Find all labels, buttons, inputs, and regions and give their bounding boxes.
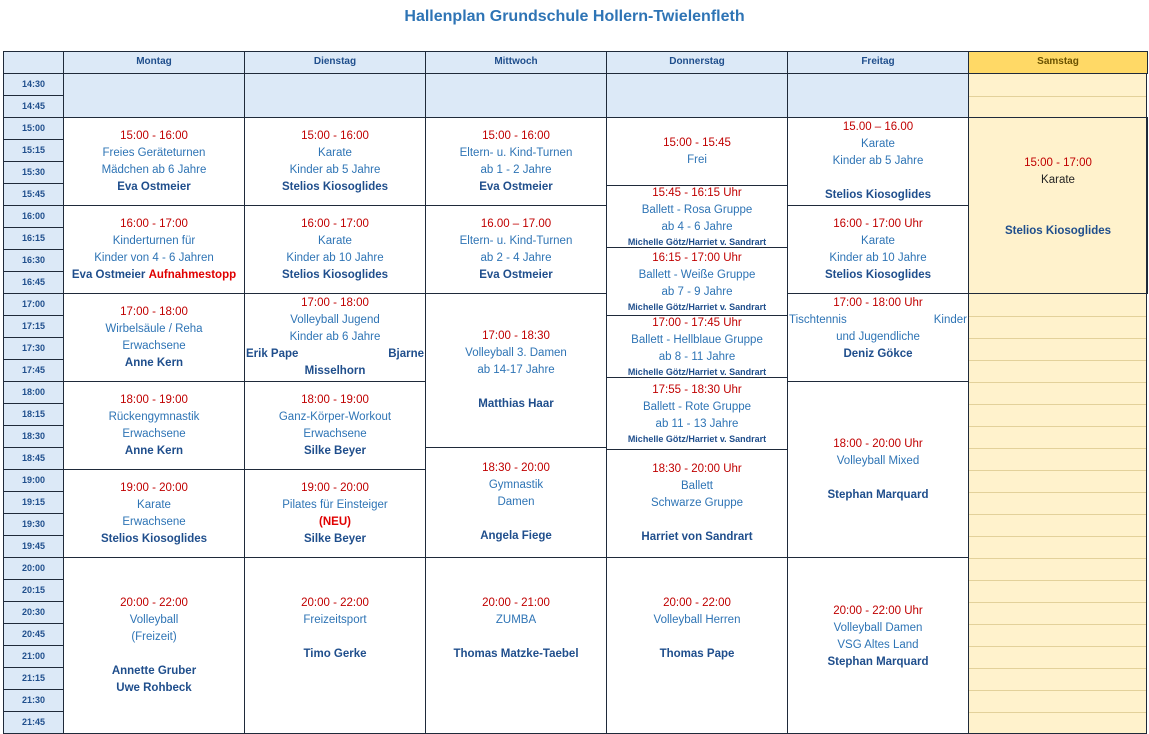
- activity-group: Kinder ab 10 Jahre: [829, 251, 927, 264]
- row-line: [969, 646, 1146, 647]
- corner-cell: [3, 51, 64, 74]
- day-header-dienstag: Dienstag: [244, 51, 426, 74]
- activity-title: Ganz-Körper-Workout: [278, 410, 392, 423]
- time-slot: 21:45: [3, 711, 64, 734]
- row-line: [969, 426, 1146, 427]
- trainer-name: Stephan Marquard: [827, 656, 929, 668]
- time-slot: 15:30: [3, 161, 64, 184]
- activity-title: Volleyball Mixed: [836, 454, 920, 467]
- day-header-mittwoch: Mittwoch: [425, 51, 607, 74]
- time-slot: 16:30: [3, 249, 64, 272]
- activity-title: Karate: [318, 146, 352, 159]
- activity-time: 17:00 - 18:00: [301, 297, 369, 309]
- trainer-name: Stelios Kiosoglides: [824, 189, 932, 201]
- trainer-name: Anne Kern: [124, 444, 184, 457]
- row-line: [969, 712, 1146, 713]
- activity-time: 15:00 - 17:00: [1024, 156, 1092, 169]
- trainer-name: Michelle Götz/Harriet v. Sandrart: [627, 433, 767, 444]
- activity-title: Freizeitsport: [303, 613, 367, 626]
- activity-group: und Jugendliche: [836, 331, 920, 343]
- activity-block: [63, 293, 245, 382]
- activity-time: 18:30 - 20:00 Uhr: [652, 463, 742, 475]
- activity-time: 17:00 - 18:30: [482, 330, 550, 342]
- time-slot: 16:45: [3, 271, 64, 294]
- activity-block: [425, 117, 607, 206]
- activity-block: [244, 557, 426, 734]
- day-header-montag: Montag: [63, 51, 245, 74]
- activity-block: [787, 557, 969, 734]
- activity-title: Eltern- u. Kind-Turnen: [459, 234, 573, 247]
- activity-time: 18:00 - 20:00 Uhr: [833, 437, 923, 450]
- activity-time: 16:00 - 17:00: [301, 217, 369, 230]
- activity-block: [244, 293, 426, 382]
- new-badge: (NEU): [319, 515, 351, 528]
- activity-title: Volleyball Damen: [833, 622, 923, 634]
- activity-time: 16.00 – 17.00: [480, 217, 552, 230]
- time-slot: 20:30: [3, 601, 64, 624]
- time-slot: 19:15: [3, 491, 64, 514]
- row-line: [969, 360, 1146, 361]
- activity-block: [244, 469, 426, 558]
- activity-group: Kinder ab 5 Jahre: [289, 163, 381, 176]
- activity-time: 15:00 - 16:00: [120, 129, 188, 142]
- activity-group: Kinder ab 5 Jahre: [832, 155, 924, 167]
- activity-title: Eltern- u. Kind-Turnen: [459, 146, 573, 159]
- time-slot: 20:45: [3, 623, 64, 646]
- status-note: Aufnahmestopp: [148, 268, 237, 281]
- time-slot: 18:30: [3, 425, 64, 448]
- activity-title: Ballett - Hellblaue Gruppe: [631, 333, 763, 346]
- activity-title: Wirbelsäule / Reha: [105, 322, 203, 335]
- activity-block: [425, 205, 607, 294]
- time-slot: 20:15: [3, 579, 64, 602]
- page-title: Hallenplan Grundschule Hollern-Twielenfleth: [404, 8, 745, 25]
- trainer-name: Harriet von Sandrart: [641, 531, 753, 543]
- activity-title: Karate: [137, 498, 171, 511]
- activity-group: Erwachsene: [122, 515, 186, 528]
- activity-time: 15:00 - 15:45: [663, 136, 731, 149]
- activity-time: 15.00 – 16.00: [842, 121, 914, 133]
- trainer-name: Silke Beyer: [303, 532, 366, 545]
- activity-title: Frei: [687, 153, 707, 166]
- activity-group: Erwachsene: [122, 427, 186, 440]
- activity-time: 20:00 - 22:00: [663, 596, 731, 609]
- activity-block: [606, 449, 788, 558]
- activity-time: 17:00 - 17:45 Uhr: [652, 316, 742, 329]
- empty-slot: [606, 73, 788, 118]
- time-slot: 17:15: [3, 315, 64, 338]
- activity-group: Schwarze Gruppe: [650, 497, 744, 509]
- activity-block: [63, 381, 245, 470]
- trainer-name: Eva Ostmeier: [479, 268, 553, 281]
- trainer-name: Stelios Kiosoglides: [824, 268, 932, 281]
- schedule-grid: [3, 51, 1147, 727]
- trainer-name: Deniz Gökce: [843, 348, 913, 360]
- row-line: [969, 404, 1146, 405]
- activity-title: Karate: [861, 234, 895, 247]
- activity-block: [606, 117, 788, 186]
- trainer-name: Stelios Kiosoglides: [281, 180, 389, 193]
- activity-group: ab 4 - 6 Jahre: [661, 220, 733, 233]
- activity-title: Volleyball: [129, 613, 179, 626]
- trainer-name: Silke Beyer: [303, 444, 366, 457]
- time-slot: 19:45: [3, 535, 64, 558]
- activity-time: 15:00 - 16:00: [301, 129, 369, 142]
- trainer-name: Eva Ostmeier: [117, 180, 191, 193]
- time-slot: 18:15: [3, 403, 64, 426]
- activity-block: [968, 117, 1148, 294]
- activity-time: 15:45 - 16:15 Uhr: [652, 186, 742, 199]
- trainer-name: Angela Fiege: [480, 530, 552, 542]
- activity-time: 20:00 - 22:00: [301, 596, 369, 609]
- activity-title: Karate: [318, 234, 352, 247]
- time-slot: 15:00: [3, 117, 64, 140]
- row-line: [969, 536, 1146, 537]
- activity-block: [787, 293, 969, 382]
- activity-group: Erwachsene: [303, 427, 367, 440]
- time-slot: 19:30: [3, 513, 64, 536]
- time-slot: 14:45: [3, 95, 64, 118]
- activity-title: Ballett - Rote Gruppe: [642, 400, 752, 413]
- trainer-name-part: Bjarne: [388, 348, 424, 360]
- trainer-name: Stelios Kiosoglides: [281, 268, 389, 281]
- row-line: [969, 470, 1146, 471]
- activity-block: [425, 293, 607, 448]
- time-slot: 16:15: [3, 227, 64, 250]
- activity-time: 16:15 - 17:00 Uhr: [652, 251, 742, 264]
- activity-group: Erwachsene: [122, 339, 186, 352]
- time-slot: 21:15: [3, 667, 64, 690]
- trainer-name: Thomas Matzke-Taebel: [453, 647, 579, 660]
- activity-block: [606, 557, 788, 734]
- activity-title: Gymnastik: [488, 479, 544, 491]
- activity-time: 17:00 - 18:00 Uhr: [833, 297, 923, 309]
- trainer-name: Annette Gruber: [111, 664, 197, 677]
- activity-time: 19:00 - 20:00: [120, 481, 188, 494]
- activity-title: Ballett - Weiße Gruppe: [638, 268, 756, 281]
- activity-block: [606, 315, 788, 378]
- activity-time: 20:00 - 21:00: [482, 596, 550, 609]
- empty-slot: [63, 73, 245, 118]
- activity-time: 20:00 - 22:00: [120, 596, 188, 609]
- activity-title: Rückengymnastik: [108, 410, 200, 423]
- activity-title: Kinderturnen für: [112, 234, 196, 247]
- activity-block: [606, 247, 788, 316]
- row-line: [969, 492, 1146, 493]
- activity-title: Volleyball Herren: [653, 613, 741, 626]
- activity-group: ab 11 - 13 Jahre: [655, 417, 739, 430]
- trainer-name: Uwe Rohbeck: [116, 681, 192, 694]
- row-line: [969, 96, 1146, 97]
- trainer-name: Anne Kern: [124, 356, 184, 369]
- activity-time: 16:00 - 17:00 Uhr: [833, 217, 923, 230]
- activity-block: [244, 205, 426, 294]
- activity-block: [244, 117, 426, 206]
- activity-block: [244, 381, 426, 470]
- row-line: [969, 448, 1146, 449]
- activity-block: [63, 205, 245, 294]
- trainer-name: [245, 346, 425, 363]
- activity-time: 18:00 - 19:00: [120, 393, 188, 406]
- activity-group: Kinder ab 10 Jahre: [286, 251, 384, 264]
- activity-title: Karate: [1041, 173, 1075, 186]
- row-line: [969, 514, 1146, 515]
- activity-group: Mädchen ab 6 Jahre: [101, 163, 207, 176]
- trainer-name: Misselhorn: [304, 365, 366, 377]
- activity-block: [63, 557, 245, 734]
- time-slot: 17:00: [3, 293, 64, 316]
- row-line: [969, 316, 1146, 317]
- time-slot: 21:30: [3, 689, 64, 712]
- activity-group: ab 2 - 4 Jahre: [480, 251, 552, 264]
- row-line: [969, 690, 1146, 691]
- trainer-name: Michelle Götz/Harriet v. Sandrart: [627, 236, 767, 247]
- activity-title-part: Kinder: [933, 314, 967, 326]
- activity-group: Kinder von 4 - 6 Jahren: [94, 251, 214, 264]
- activity-title-part: Tischtennis: [789, 314, 847, 326]
- activity-group: ab 8 - 11 Jahre: [658, 350, 736, 363]
- activity-title: Volleyball Jugend: [290, 314, 380, 326]
- activity-title: ZUMBA: [495, 613, 537, 626]
- day-header-freitag: Freitag: [787, 51, 969, 74]
- trainer-name: Matthias Haar: [478, 398, 554, 410]
- time-slot: 18:45: [3, 447, 64, 470]
- trainer-name: Eva Ostmeier: [479, 180, 553, 193]
- time-slot: 15:15: [3, 139, 64, 162]
- trainer-name: Thomas Pape: [659, 647, 735, 660]
- day-header-samstag: Samstag: [968, 51, 1148, 74]
- activity-group: ab 1 - 2 Jahre: [480, 163, 552, 176]
- activity-block: [425, 557, 607, 734]
- activity-time: 20:00 - 22:00 Uhr: [833, 605, 923, 617]
- activity-title: [788, 312, 968, 329]
- row-line: [969, 602, 1146, 603]
- activity-group: ab 14-17 Jahre: [477, 364, 555, 376]
- activity-block: [63, 117, 245, 206]
- time-slot: 16:00: [3, 205, 64, 228]
- activity-time: 18:30 - 20:00: [482, 462, 550, 474]
- time-slot: 19:00: [3, 469, 64, 492]
- time-slot: 17:45: [3, 359, 64, 382]
- activity-group: Kinder ab 6 Jahre: [289, 331, 381, 343]
- time-slot: 15:45: [3, 183, 64, 206]
- trainer-name: Stelios Kiosoglides: [1004, 224, 1112, 237]
- activity-block: [606, 377, 788, 450]
- trainer-name-text: Eva Ostmeier: [71, 268, 146, 281]
- activity-block: [787, 117, 969, 206]
- activity-time: 15:00 - 16:00: [482, 129, 550, 142]
- activity-block: [425, 447, 607, 558]
- day-header-donnerstag: Donnerstag: [606, 51, 788, 74]
- trainer-name: Michelle Götz/Harriet v. Sandrart: [627, 301, 767, 312]
- empty-slot: [244, 73, 426, 118]
- row-line: [969, 558, 1146, 559]
- activity-block: [63, 469, 245, 558]
- row-line: [969, 580, 1146, 581]
- activity-group: VSG Altes Land: [837, 639, 919, 651]
- row-line: [969, 382, 1146, 383]
- trainer-name: Stelios Kiosoglides: [100, 532, 208, 545]
- activity-time: 17:55 - 18:30 Uhr: [652, 383, 742, 396]
- activity-title: Ballett - Rosa Gruppe: [641, 203, 753, 216]
- activity-block: [787, 205, 969, 294]
- time-slot: 20:00: [3, 557, 64, 580]
- activity-group: Damen: [497, 496, 535, 508]
- trainer-name: Michelle Götz/Harriet v. Sandrart: [627, 366, 767, 377]
- trainer-name: Timo Gerke: [303, 647, 367, 660]
- trainer-name-part: Erik Pape: [246, 348, 299, 360]
- activity-title: Karate: [861, 138, 895, 150]
- activity-group: ab 7 - 9 Jahre: [661, 285, 733, 298]
- activity-title: Freies Geräteturnen: [102, 146, 206, 159]
- activity-group: (Freizeit): [131, 630, 177, 643]
- activity-block: [787, 381, 969, 558]
- activity-title: Volleyball 3. Damen: [465, 347, 567, 359]
- activity-title: Pilates für Einsteiger: [282, 498, 388, 511]
- row-line: [969, 624, 1146, 625]
- trainer-name: Stephan Marquard: [827, 488, 929, 501]
- row-line: [969, 338, 1146, 339]
- row-line: [969, 668, 1146, 669]
- empty-slot: [425, 73, 607, 118]
- activity-time: 18:00 - 19:00: [301, 393, 369, 406]
- activity-time: 19:00 - 20:00: [301, 481, 369, 494]
- empty-slot: [787, 73, 969, 118]
- time-slot: 14:30: [3, 73, 64, 96]
- time-slot: 21:00: [3, 645, 64, 668]
- activity-time: 16:00 - 17:00: [120, 217, 188, 230]
- trainer-name: [72, 267, 236, 284]
- activity-time: 17:00 - 18:00: [120, 305, 188, 318]
- activity-block: [606, 185, 788, 248]
- time-slot: 18:00: [3, 381, 64, 404]
- activity-title: Ballett: [681, 480, 713, 492]
- time-slot: 17:30: [3, 337, 64, 360]
